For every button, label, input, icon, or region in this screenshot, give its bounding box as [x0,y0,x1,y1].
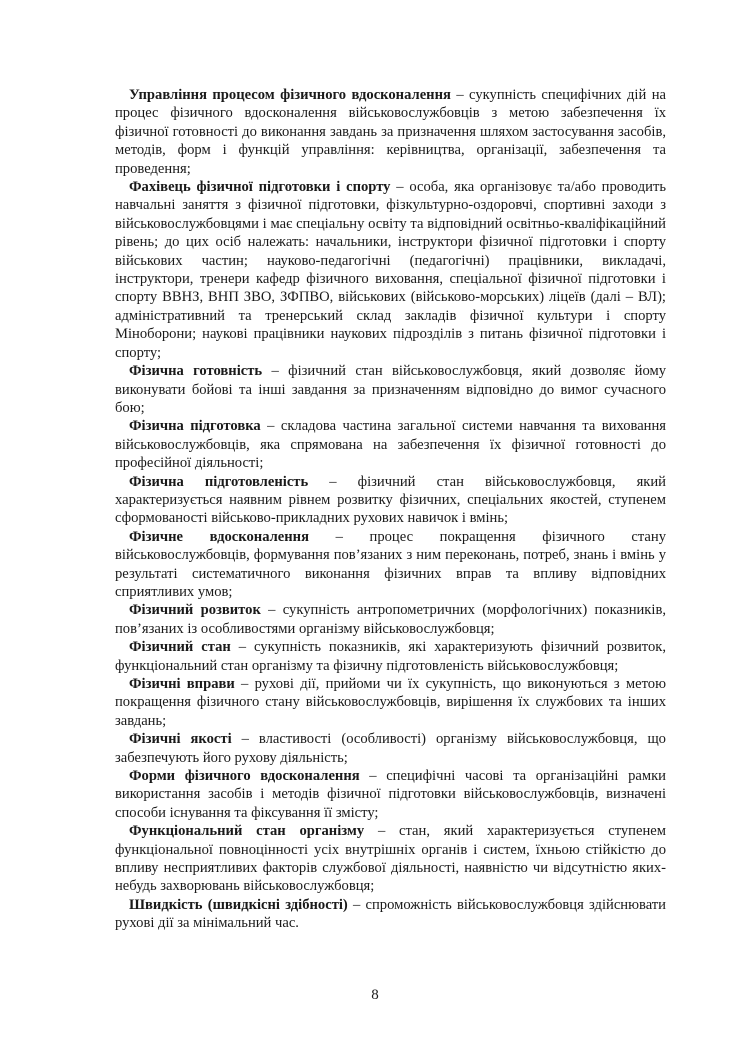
glossary-entry [115,730,666,767]
glossary-entry [115,675,666,730]
glossary-definition: – стан, який характеризується ступенем функціональної повноцінності усіх внутрішніх органів і систем, їхньою стійкістю до впливу несприятливих факторів службової діяльності, наявністю чи відсутністю яких-небудь захворювань військовослужбовця; [115,823,666,895]
glossary-definition: – сукупність антропометричних (морфологічних) показників, пов’язаних із особливостями організму військовослужбовця; [115,602,666,637]
glossary-term: Фізичні якості [129,731,232,748]
glossary-definition: – фізичний стан військовослужбовця, який характеризується наявним рівнем розвитку фізичних, спеціальних якостей, ступенем сформованості військово-прикладних рухових навичок і вмінь; [115,473,666,527]
glossary-term: Швидкість (швидкісні здібності) [129,896,348,913]
glossary-entry [115,417,666,472]
glossary-entry [115,896,666,933]
page-number: 8 [371,987,379,1003]
glossary-term: Фізичний стан [129,639,231,656]
glossary-term: Фізична підготовка [129,418,261,435]
glossary-entry [115,362,666,417]
glossary-entry [115,178,666,362]
glossary-entry [115,528,666,602]
glossary-definition: – специфічні часові та організаційні рамки використання засобів і методів фізичної підготовки військовослужбовців, визначені способи існування та фіксування її змісту; [115,768,666,821]
glossary-entry [115,767,666,822]
glossary-definition: – складова частина загальної системи навчання та виховання військовослужбовців, яка спрямована на забезпечення їх фізичної готовності до професійної діяльності; [115,418,666,472]
glossary-definition: – спроможність військовослужбовця здійснювати рухові дії за мінімальний час. [115,896,666,932]
glossary-body [115,86,666,933]
glossary-term: Фахівець фізичної підготовки і спорту [129,179,391,196]
glossary-term: Фізичний розвиток [129,602,261,619]
glossary-definition: – рухові дії, прийоми чи їх сукупність, що виконуються з метою покращення фізичного стану військовослужбовців, вирішення їх службових та інших завдань; [115,676,666,729]
glossary-term: Функціональний стан організму [129,823,365,840]
glossary-term: Фізична готовність [129,363,263,380]
glossary-definition: – фізичний стан військовослужбовця, який дозволяє йому виконувати бойові та інші завдання за призначенням відповідно до вимог сучасного бою; [115,363,666,416]
glossary-term: Управління процесом фізичного вдосконалення [129,87,451,103]
glossary-term: Форми фізичного вдосконалення [129,768,360,785]
glossary-entry [115,86,666,178]
glossary-definition: – сукупність показників, які характеризують фізичний розвиток, функціональний стан організму та фізичну підготовленість військовослужбовця; [115,639,666,674]
glossary-definition: – властивості (особливості) організму військовослужбовця, що забезпечують його рухову діяльність; [115,731,666,766]
glossary-definition: – особа, яка організовує та/або проводить навчальні заняття з фізичної підготовки, фізкультурно-оздоровчі, спортивні заходи з військовослужбовцями і має спеціальну освіту та відповідний освітньо-кваліфікаційний рівень; до цих осіб належать: начальники, інструктори фізичної підготовки і спорту військових частин; науково-педагогічні (педагогічні) працівники, викладачі, інструктори, тренери кафедр фізичного виховання, спеціальної фізичної підготовки і спорту ВВНЗ, ВНП ЗВО, ЗФПВО, військових (військово-морських) ліцеїв (далі – ВЛ); адміністративний та тренерський склад закладів фізичної культури і спорту Міноборони; наукові працівники наукових підрозділів з питань фізичної підготовки і спорту; [115,179,666,361]
glossary-entry [115,822,666,896]
glossary-term: Фізичне вдосконалення [129,528,309,545]
glossary-entry [115,601,666,638]
glossary-definition: – процес покращення фізичного стану військовослужбовців, формування пов’язаних з ним переконань, потреб, знань і вмінь у результаті систематичного виконання фізичних вправ та впливу відповідних сприятливих умов; [115,528,666,600]
glossary-definition: – сукупність специфічних дій на процес фізичного вдосконалення військовослужбовців з метою забезпечення їх фізичної готовності до виконання завдань за призначення шляхом застосування засобів, методів, форм і функцій управління: керівництва, організації, забезпечення та проведення; [115,87,666,177]
glossary-entry [115,473,666,528]
glossary-term: Фізичні вправи [129,676,235,692]
glossary-entry [115,638,666,675]
glossary-term: Фізична підготовленість [129,473,309,490]
